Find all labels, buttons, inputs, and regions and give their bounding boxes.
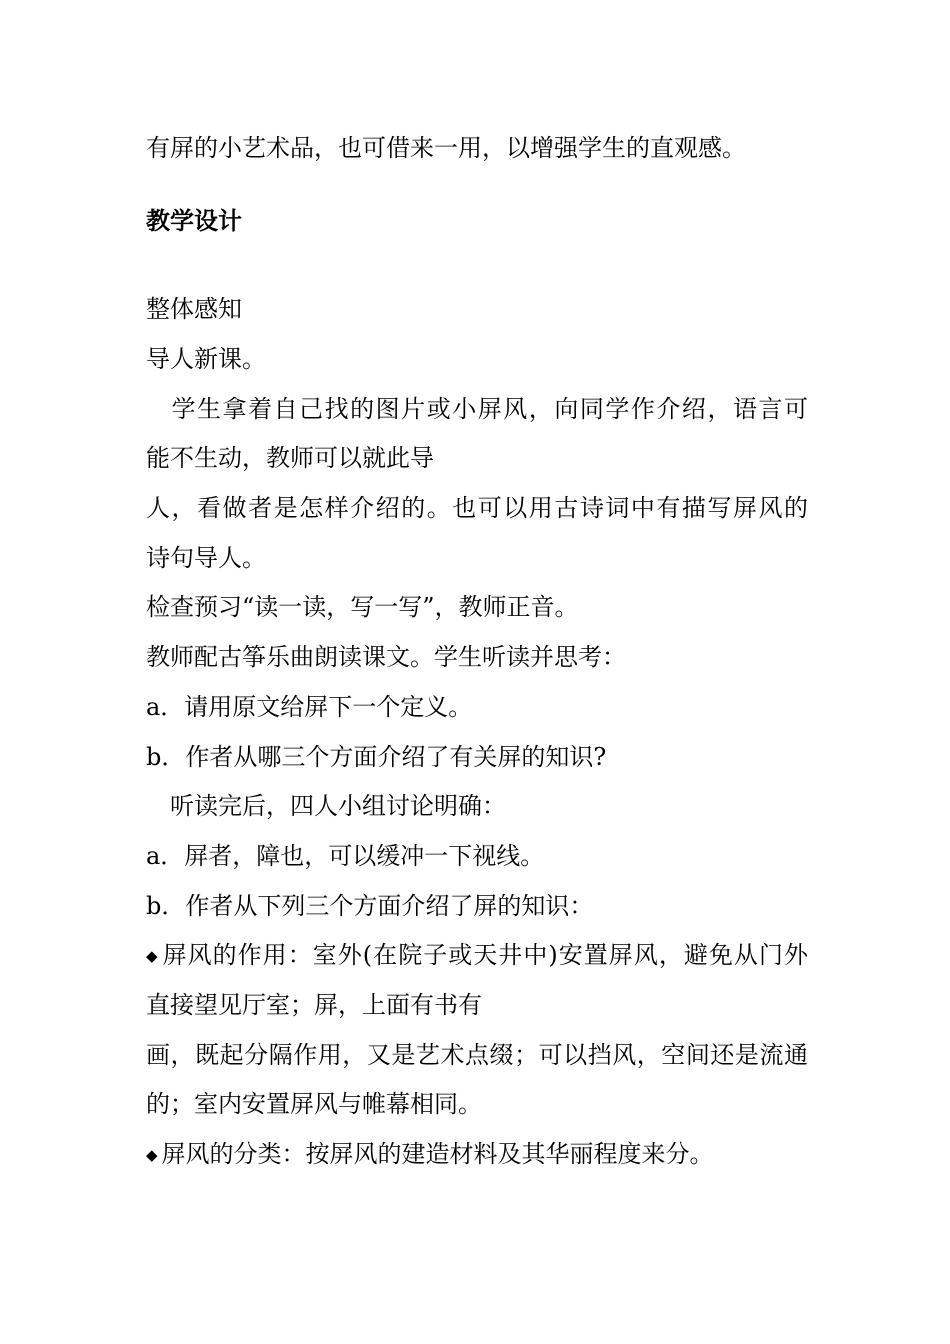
section-heading: 教学设计 <box>146 207 242 235</box>
diamond-bullet-icon: ◆ <box>146 947 158 965</box>
subsection-title: 整体感知 <box>146 295 242 323</box>
paragraph-line: 听读完后，四人小组讨论明确： <box>146 792 506 820</box>
paragraph-line: 诗句导人。 <box>146 544 266 572</box>
paragraph-line: 的；室内安置屏风与帷幕相同。 <box>146 1090 482 1118</box>
list-item: a．屏者，障也，可以缓冲一下视线。 <box>146 842 545 870</box>
bullet-item <box>146 1139 714 1170</box>
list-item: b．作者从哪三个方面介绍了有关屏的知识? <box>146 743 607 771</box>
paragraph-line: 直接望见厅室；屏，上面有书有 <box>146 991 482 1019</box>
paragraph-line: 导人新课。 <box>146 345 266 373</box>
paragraph-line: 检查预习“读一读，写一写”，教师正音。 <box>146 593 579 621</box>
list-item: b．作者从下列三个方面介绍了屏的知识： <box>146 892 594 920</box>
paragraph-line: 教师配古筝乐曲朗读课文。学生听读并思考： <box>146 643 626 671</box>
list-item: a．请用原文给屏下一个定义。 <box>146 693 473 721</box>
diamond-bullet-icon: ◆ <box>146 1146 158 1164</box>
bullet-text: 屏风的作用：室外(在院子或天井中)安置屏风，避免从门外 <box>161 941 808 969</box>
paragraph-line: 画，既起分隔作用，又是艺术点缀；可以挡风，空间还是流通 <box>146 1041 808 1069</box>
paragraph-line: 有屏的小艺术品，也可借来一用，以增强学生的直观感。 <box>146 134 746 162</box>
paragraph-line: 人，看做者是怎样介绍的。也可以用古诗词中有描写屏风的 <box>146 494 808 522</box>
paragraph-line: 学生拿着自己找的图片或小屏风，向同学作介绍，语言可 <box>146 395 808 423</box>
paragraph-line: 能不生动，教师可以就此导 <box>146 444 434 472</box>
bullet-item <box>146 940 808 971</box>
bullet-text: 屏风的分类：按屏风的建造材料及其华丽程度来分。 <box>161 1140 714 1168</box>
